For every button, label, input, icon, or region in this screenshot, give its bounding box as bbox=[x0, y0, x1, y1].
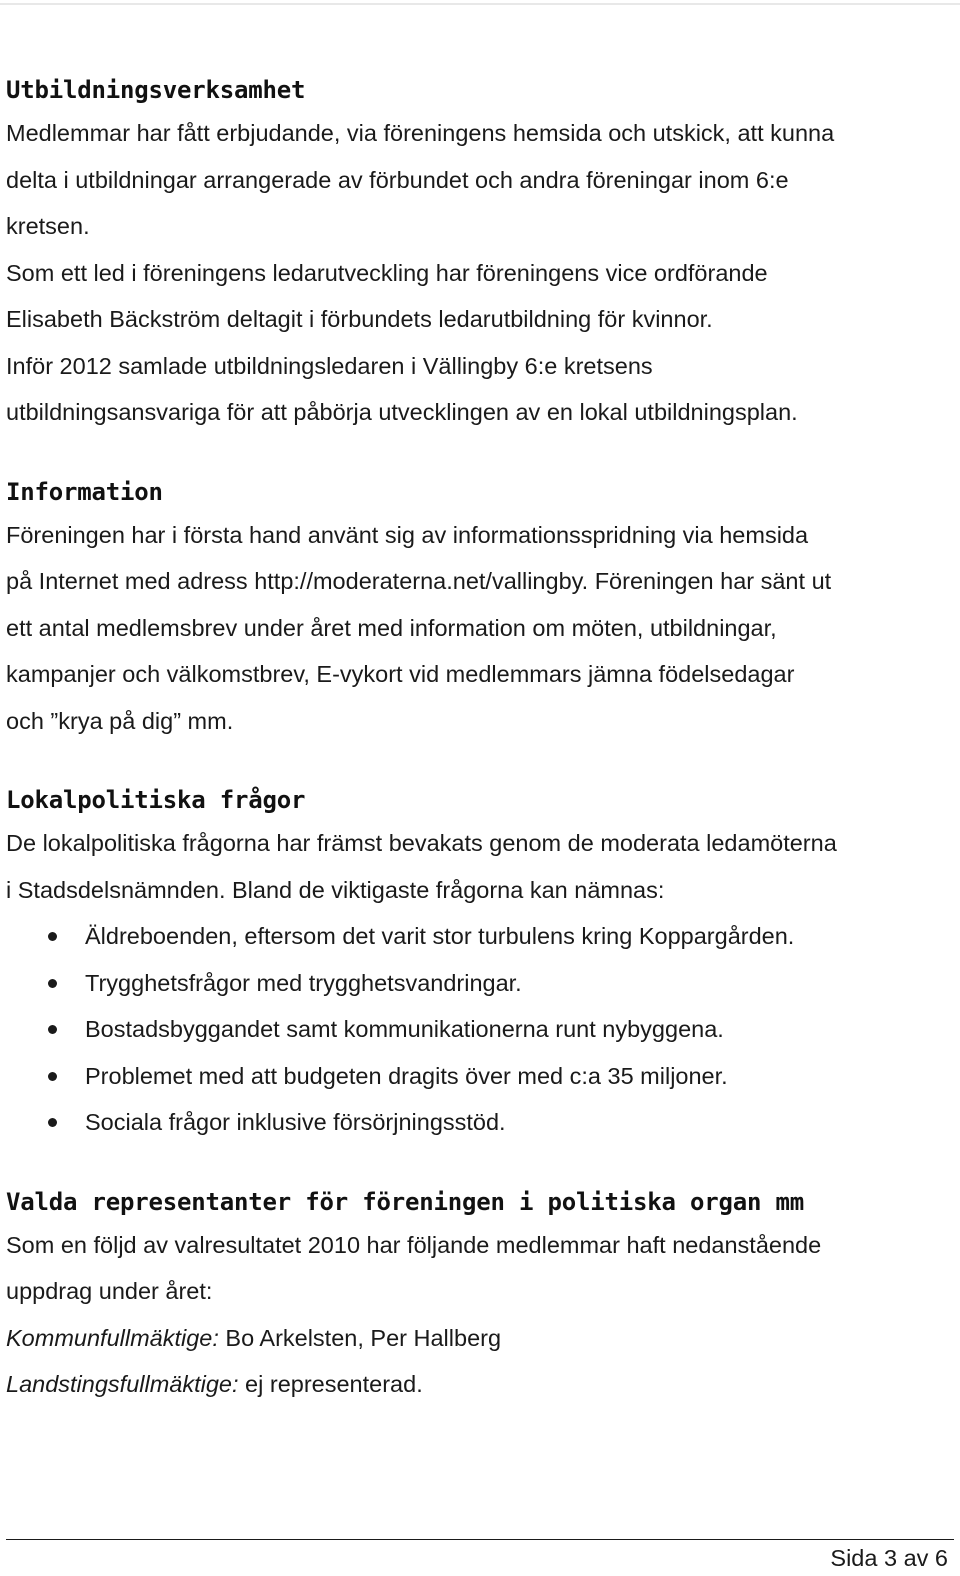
list-item bbox=[6, 1006, 954, 1053]
heading-representanter: Valda representanter för föreningen i politiska organ mm bbox=[6, 1187, 804, 1216]
text-line: uppdrag under året: bbox=[6, 1278, 213, 1304]
footer-divider bbox=[6, 1539, 954, 1540]
paragraph-representanter bbox=[6, 1222, 954, 1315]
text-line: Som en följd av valresultatet 2010 har följande medlemmar haft nedanstående bbox=[6, 1231, 822, 1258]
text-line: i Stadsdelsnämnden. Bland de viktigaste frågorna kan nämnas: bbox=[6, 876, 665, 903]
role-kommunfullmaktige bbox=[6, 1315, 954, 1362]
bullet-icon bbox=[48, 932, 57, 941]
section-utbildning bbox=[6, 70, 954, 436]
role-value: Bo Arkelsten, Per Hallberg bbox=[218, 1324, 502, 1351]
heading-lokalpolitik: Lokalpolitiska frågor bbox=[6, 786, 306, 814]
text-line: De lokalpolitiska frågorna har främst bevakats genom de moderata ledamöterna bbox=[6, 830, 837, 856]
document-body bbox=[6, 70, 954, 1444]
section-lokalpolitik bbox=[6, 780, 954, 1146]
list-item-text: Äldreboenden, eftersom det varit stor turbulens kring Koppargården. bbox=[85, 923, 795, 949]
page-number: Sida 3 av 6 bbox=[830, 1545, 948, 1571]
text-line: på Internet med adress http://moderaterna.net/vallingby. Föreningen har sänt ut bbox=[6, 568, 832, 594]
text-line: Föreningen har i första hand använt sig av informationsspridning via hemsida bbox=[6, 521, 809, 548]
text-line: Elisabeth Bäckström deltagit i förbundets ledarutbildning för kvinnor. bbox=[6, 306, 713, 332]
heading-information: Information bbox=[6, 477, 163, 506]
role-label: Landstingsfullmäktige: bbox=[6, 1371, 239, 1397]
role-label: Kommunfullmäktige: bbox=[6, 1324, 219, 1351]
role-landstingsfullmaktige bbox=[6, 1361, 954, 1408]
list-item bbox=[6, 1053, 954, 1100]
bullet-icon bbox=[48, 1118, 57, 1127]
bullet-icon bbox=[48, 1025, 57, 1034]
text-line: Medlemmar har fått erbjudande, via föreningens hemsida och utskick, att kunna bbox=[6, 120, 835, 146]
text-line: ett antal medlemsbrev under året med information om möten, utbildningar, bbox=[6, 614, 777, 641]
list-item bbox=[6, 1099, 954, 1146]
list-item bbox=[6, 960, 954, 1007]
list-item-text: Trygghetsfrågor med trygghetsvandringar. bbox=[85, 969, 522, 996]
bullet-icon bbox=[48, 979, 57, 988]
role-value: ej representerad. bbox=[238, 1371, 423, 1397]
paragraph-information bbox=[6, 512, 954, 745]
section-representanter bbox=[6, 1182, 954, 1408]
list-item-text: Sociala frågor inklusive försörjningsstöd. bbox=[85, 1109, 506, 1135]
text-line: kretsen. bbox=[6, 213, 90, 239]
bullet-icon bbox=[48, 1072, 57, 1081]
list-item-text: Problemet med att budgeten dragits över med c:a 35 miljoner. bbox=[85, 1062, 728, 1089]
text-line: kampanjer och välkomstbrev, E-vykort vid medlemmars jämna födelsedagar bbox=[6, 661, 795, 687]
text-line: utbildningsansvariga för att påbörja utvecklingen av en lokal utbildningsplan. bbox=[6, 399, 798, 425]
section-information bbox=[6, 472, 954, 745]
paragraph-lokalpolitik bbox=[6, 820, 954, 913]
list-item-text: Bostadsbyggandet samt kommunikationerna runt nybyggena. bbox=[85, 1016, 724, 1042]
text-line: och ”krya på dig” mm. bbox=[6, 707, 234, 734]
top-divider bbox=[0, 3, 960, 5]
bullet-list bbox=[6, 913, 954, 1146]
text-line: delta i utbildningar arrangerade av förbundet och andra föreningar inom 6:e bbox=[6, 166, 789, 193]
heading-utbildning: Utbildningsverksamhet bbox=[6, 76, 306, 104]
paragraph-utbildning bbox=[6, 110, 954, 436]
list-item bbox=[6, 913, 954, 960]
text-line: Inför 2012 samlade utbildningsledaren i Vällingby 6:e kretsens bbox=[6, 352, 653, 379]
text-line: Som ett led i föreningens ledarutveckling har föreningens vice ordförande bbox=[6, 259, 768, 286]
